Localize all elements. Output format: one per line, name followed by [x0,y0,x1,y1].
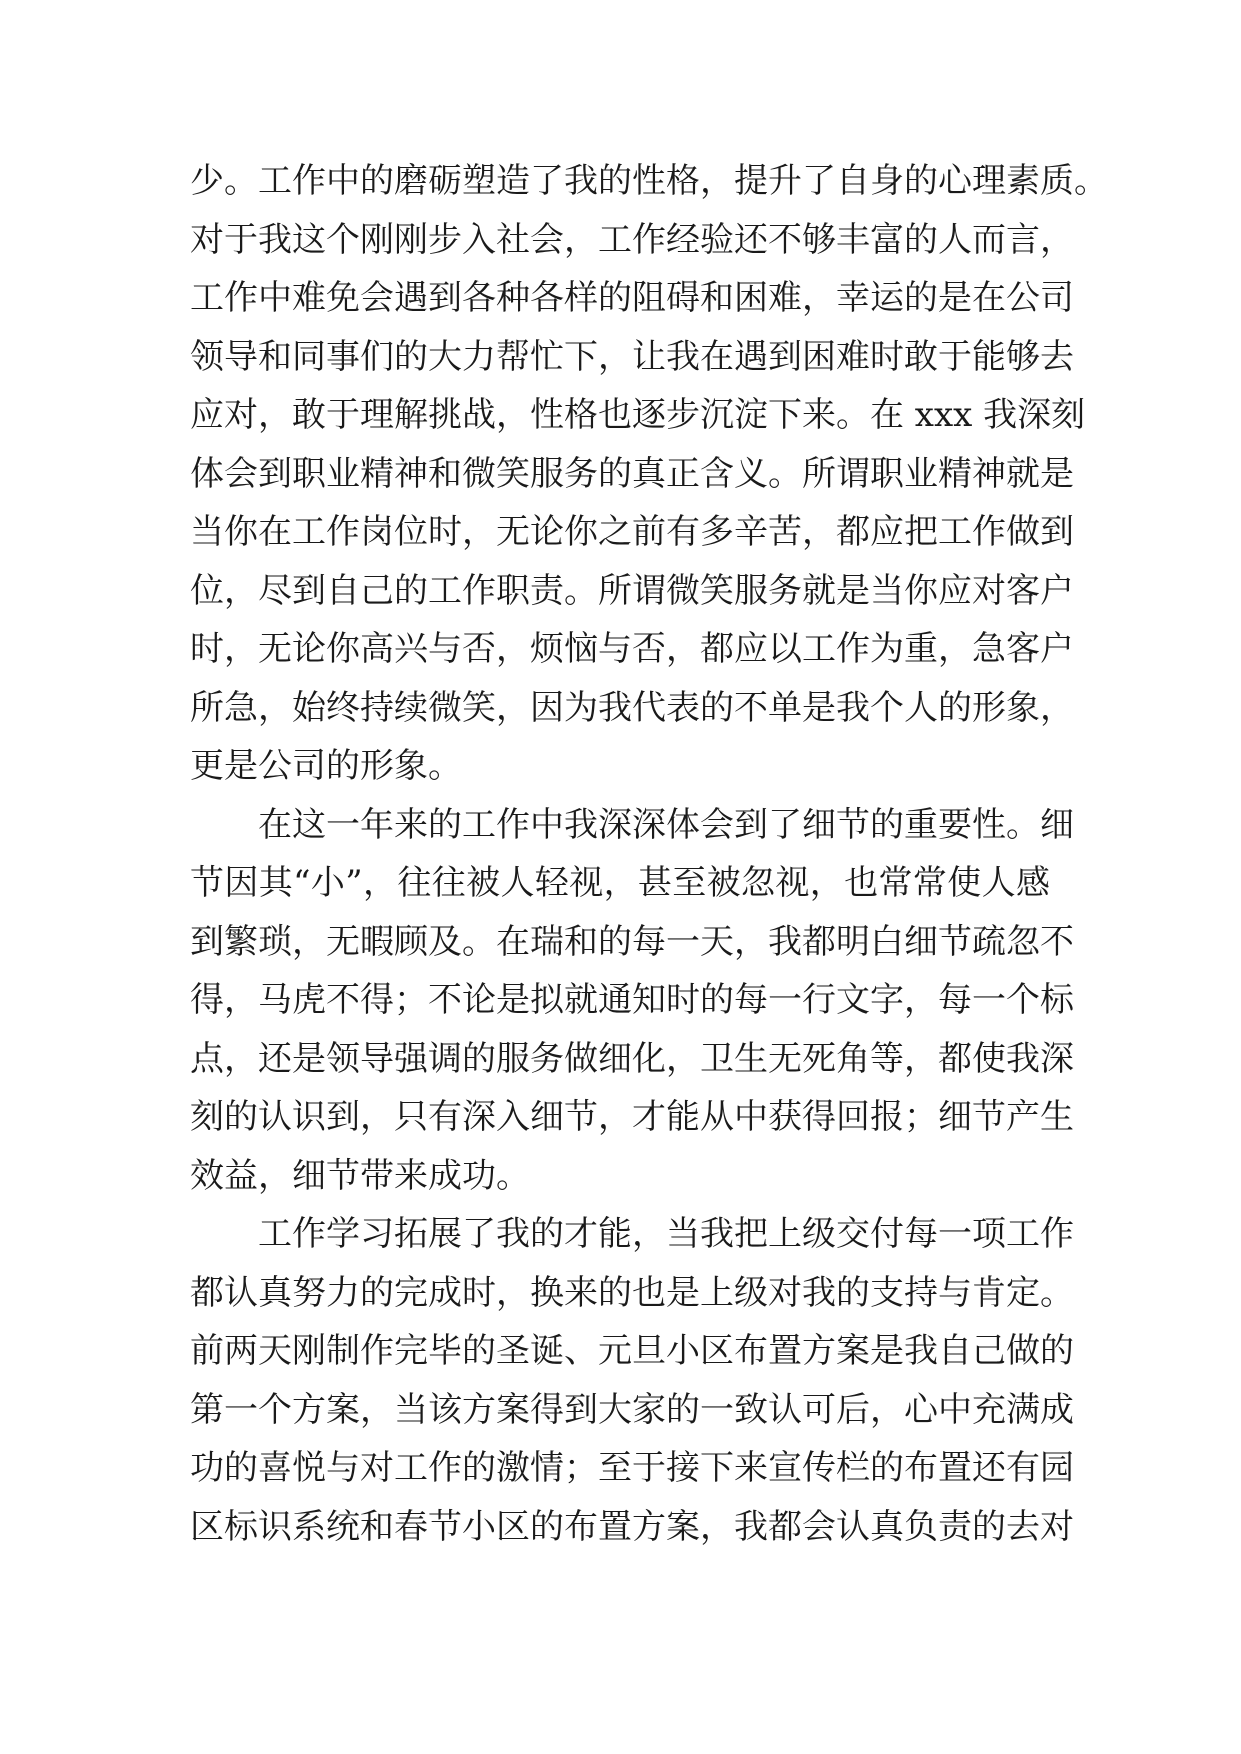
text-line: 刻的认识到，只有深入细节，才能从中获得回报；细节产生 [190,1097,1074,1137]
text-line: 所急，始终持续微笑，因为我代表的不单是我个人的形象， [190,687,1074,728]
text-line: 工作中难免会遇到各种各样的阻碍和困难，幸运的是在公司 [190,278,1074,318]
text-line: 节因其“小”，往往被人轻视，甚至被忽视，也常常使人感 [190,863,1050,903]
text-line: 效益，细节带来成功。 [190,1155,530,1196]
paragraph-2 [190,796,1074,1206]
paragraph-1 [190,152,1108,796]
text-line: 工作学习拓展了我的才能，当我把上级交付每一项工作 [258,1214,1074,1254]
text-line: 对于我这个刚刚步入社会，工作经验还不够丰富的人而言， [190,219,1074,260]
body-text [190,152,1108,1556]
text-line: 位，尽到自己的工作职责。所谓微笑服务就是当你应对客户 [190,570,1074,611]
text-line: 功的喜悦与对工作的激情；至于接下来宣传栏的布置还有园 [190,1448,1074,1488]
text-line: 得，马虎不得；不论是拟就通知时的每一行文字，每一个标 [190,980,1074,1020]
text-line: 更是公司的形象。 [190,746,462,786]
text-line: 领导和同事们的大力帮忙下，让我在遇到困难时敢于能够去 [190,336,1074,377]
text-line: 在这一年来的工作中我深深体会到了细节的重要性。细 [258,804,1074,845]
text-line: 当你在工作岗位时，无论你之前有多辛苦，都应把工作做到 [190,512,1074,552]
text-line: 少。工作中的磨砺塑造了我的性格，提升了自身的心理素质。 [190,161,1108,201]
paragraph-3 [190,1205,1074,1556]
text-line: 应对，敢于理解挑战，性格也逐步沉淀下来。在 xxx 我深刻 [190,395,1086,435]
text-line: 到繁琐，无暇顾及。在瑞和的每一天，我都明白细节疏忽不 [190,921,1074,962]
text-line: 前两天刚制作完毕的圣诞、元旦小区布置方案是我自己做的 [190,1331,1074,1371]
text-line: 时，无论你高兴与否，烦恼与否，都应以工作为重，急客户 [190,629,1074,669]
text-line: 第一个方案，当该方案得到大家的一致认可后，心中充满成 [190,1389,1074,1430]
text-line: 点，还是领导强调的服务做细化，卫生无死角等，都使我深 [190,1038,1074,1079]
text-line: 都认真努力的完成时，换来的也是上级对我的支持与肯定。 [190,1272,1074,1313]
text-line: 体会到职业精神和微笑服务的真正含义。所谓职业精神就是 [190,453,1074,494]
text-line: 区标识系统和春节小区的布置方案，我都会认真负责的去对 [190,1506,1074,1547]
